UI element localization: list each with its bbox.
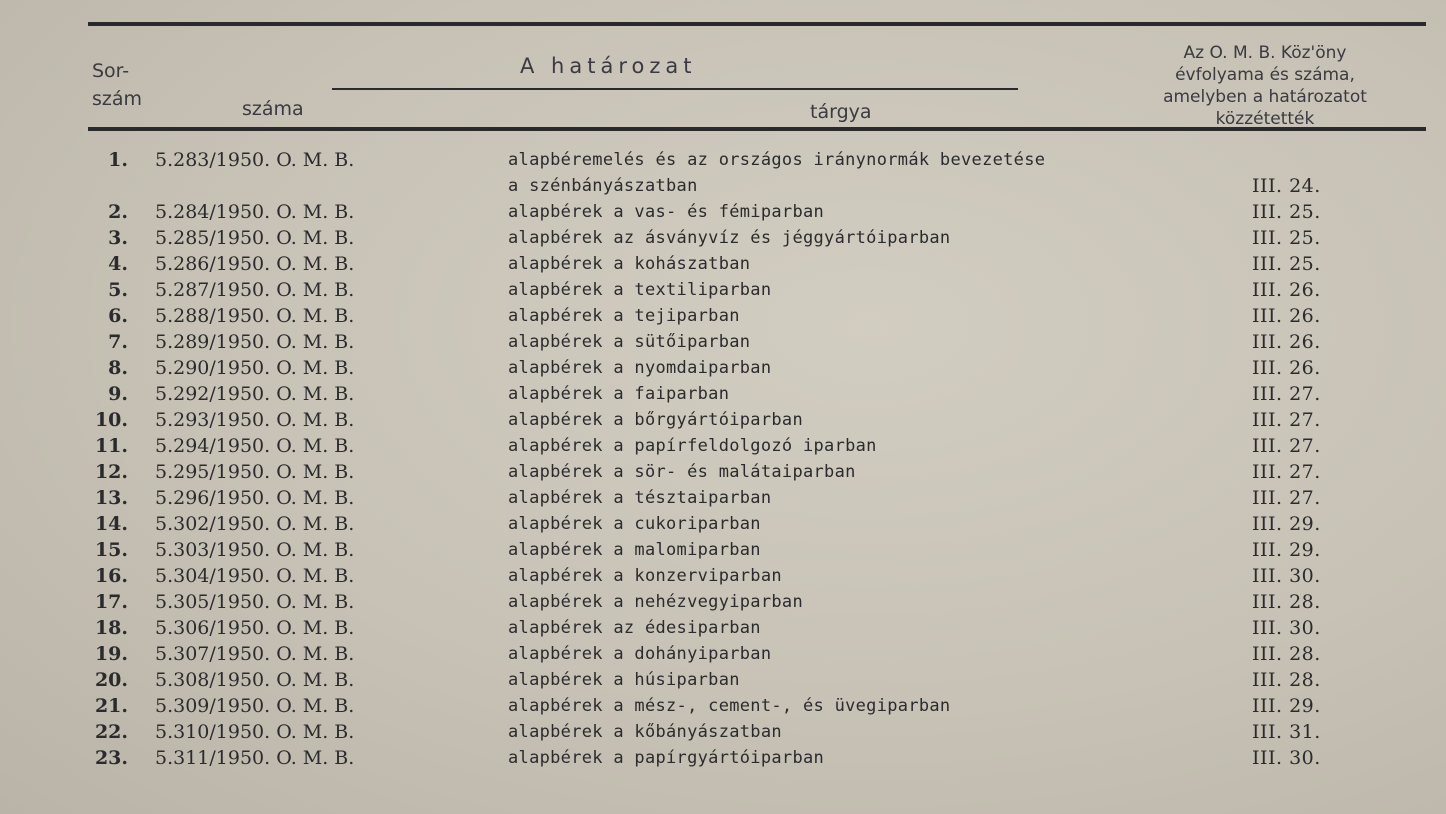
row-gazette-issue: III. 30. — [1252, 747, 1321, 769]
row-subject-text: alapbérek a kőbányászatban — [508, 722, 782, 742]
row-subject-continuation: a szénbányászatban — [508, 176, 698, 196]
header-sorszam-bottom: szám — [92, 88, 143, 110]
row-decision-number: 5.307/1950. O. M. B. — [155, 643, 355, 665]
row-decision-number: 5.294/1950. O. M. B. — [155, 435, 355, 457]
row-decision-number: 5.302/1950. O. M. B. — [155, 513, 355, 535]
row-decision-number: 5.289/1950. O. M. B. — [155, 331, 355, 353]
row-number: 21. — [94, 695, 128, 717]
table-row — [0, 615, 1446, 641]
row-number: 19. — [94, 643, 128, 665]
top-rule — [88, 22, 1426, 26]
table-row — [0, 537, 1446, 563]
row-number: 9. — [108, 383, 128, 405]
table-row — [0, 381, 1446, 407]
row-subject-text: alapbérek a nyomdaiparban — [508, 358, 772, 378]
row-number: 12. — [94, 461, 128, 483]
row-gazette-issue: III. 27. — [1252, 435, 1321, 457]
row-subject — [508, 225, 950, 251]
row-decision-number: 5.303/1950. O. M. B. — [155, 539, 355, 561]
row-decision-number: 5.293/1950. O. M. B. — [155, 409, 355, 431]
row-subject-text: alapbérek az ásványvíz és jéggyártóiparban — [508, 228, 951, 248]
row-decision-number: 5.308/1950. O. M. B. — [155, 669, 355, 691]
row-number: 2. — [108, 201, 128, 223]
row-subject — [508, 147, 1045, 199]
row-gazette-issue: III. 31. — [1252, 721, 1321, 743]
table-row — [0, 589, 1446, 615]
table-row — [0, 563, 1446, 589]
row-number: 7. — [108, 331, 128, 353]
row-subject — [508, 355, 771, 381]
row-subject — [508, 459, 856, 485]
row-subject — [508, 407, 803, 433]
table-row — [0, 277, 1446, 303]
row-decision-number: 5.295/1950. O. M. B. — [155, 461, 355, 483]
header-kozlony-line: közzétették — [1215, 109, 1315, 129]
row-number: 11. — [94, 435, 128, 457]
row-subject-text: alapbérek a nehézvegyiparban — [508, 592, 803, 612]
row-subject-text: alapbérek a faiparban — [508, 384, 730, 404]
row-subject-text: alapbérek a vas- és fémiparban — [508, 202, 825, 222]
row-decision-number: 5.288/1950. O. M. B. — [155, 305, 355, 327]
row-subject — [508, 251, 750, 277]
row-number: 17. — [94, 591, 128, 613]
header-divider — [332, 88, 1018, 90]
row-gazette-issue: III. 29. — [1252, 695, 1321, 717]
table-row — [0, 407, 1446, 433]
header-kozlony-line: évfolyama és száma, — [1175, 65, 1355, 85]
row-gazette-issue: III. 29. — [1252, 539, 1321, 561]
row-gazette-issue: III. 30. — [1252, 617, 1321, 639]
row-subject — [508, 511, 761, 537]
row-number: 10. — [94, 409, 128, 431]
row-number: 13. — [94, 487, 128, 509]
row-subject-text: alapbérek a malomiparban — [508, 540, 761, 560]
row-number: 3. — [108, 227, 128, 249]
row-gazette-issue: III. 25. — [1252, 253, 1321, 275]
row-gazette-issue: III. 28. — [1252, 669, 1321, 691]
table-row — [0, 225, 1446, 251]
row-subject — [508, 433, 877, 459]
header-sorszam-top: Sor- — [92, 60, 130, 82]
row-decision-number: 5.309/1950. O. M. B. — [155, 695, 355, 717]
row-subject — [508, 277, 771, 303]
row-subject — [508, 563, 782, 589]
row-subject-text: alapbérek a tejiparban — [508, 306, 740, 326]
table-row — [0, 459, 1446, 485]
table-row — [0, 251, 1446, 277]
row-gazette-issue: III. 28. — [1252, 591, 1321, 613]
row-subject — [508, 537, 761, 563]
table-row — [0, 147, 1446, 199]
row-gazette-issue: III. 30. — [1252, 565, 1321, 587]
row-number: 20. — [94, 669, 128, 691]
header-szama: száma — [242, 98, 304, 120]
header-kozlony-line: amelyben a határozatot — [1163, 87, 1367, 107]
row-number: 22. — [94, 721, 128, 743]
header-title: A határozat — [520, 54, 697, 78]
row-gazette-issue: III. 25. — [1252, 201, 1321, 223]
row-number: 16. — [94, 565, 128, 587]
row-gazette-issue: III. 24. — [1252, 175, 1321, 197]
header-kozlony-line: Az O. M. B. Köz'öny — [1183, 43, 1347, 63]
row-subject-text: alapbérek a sütőiparban — [508, 332, 751, 352]
row-gazette-issue: III. 27. — [1252, 461, 1321, 483]
table-body — [0, 147, 1446, 771]
row-decision-number: 5.285/1950. O. M. B. — [155, 227, 355, 249]
row-subject-text: alapbérek a sör- és malátaiparban — [508, 462, 856, 482]
row-subject — [508, 589, 803, 615]
row-subject-text: alapbérek a cukoriparban — [508, 514, 761, 534]
row-number: 8. — [108, 357, 128, 379]
row-decision-number: 5.290/1950. O. M. B. — [155, 357, 355, 379]
row-subject-text: alapbérek a kohászatban — [508, 254, 751, 274]
row-subject — [508, 693, 950, 719]
row-gazette-issue: III. 28. — [1252, 643, 1321, 665]
row-gazette-issue: III. 29. — [1252, 513, 1321, 535]
row-decision-number: 5.296/1950. O. M. B. — [155, 487, 355, 509]
row-subject-text: alapbérek a húsiparban — [508, 670, 740, 690]
row-gazette-issue: III. 27. — [1252, 487, 1321, 509]
row-number: 5. — [108, 279, 128, 301]
row-number: 23. — [94, 747, 128, 769]
row-decision-number: 5.286/1950. O. M. B. — [155, 253, 355, 275]
table-row — [0, 329, 1446, 355]
row-subject — [508, 199, 824, 225]
row-subject — [508, 303, 740, 329]
row-subject-text: alapbérek a dohányiparban — [508, 644, 772, 664]
row-subject — [508, 641, 771, 667]
row-gazette-issue: III. 26. — [1252, 305, 1321, 327]
table-row — [0, 693, 1446, 719]
row-gazette-issue: III. 26. — [1252, 279, 1321, 301]
table-row — [0, 199, 1446, 225]
row-subject — [508, 667, 740, 693]
row-subject — [508, 381, 729, 407]
table-row — [0, 719, 1446, 745]
row-number: 1. — [108, 149, 128, 171]
row-gazette-issue: III. 26. — [1252, 331, 1321, 353]
table-row — [0, 667, 1446, 693]
row-subject — [508, 485, 771, 511]
row-subject-text: alapbérek a mész-, cement-, és üvegiparban — [508, 696, 951, 716]
row-decision-number: 5.283/1950. O. M. B. — [155, 149, 355, 171]
row-subject-text: alapbérek a bőrgyártóiparban — [508, 410, 803, 430]
table-row — [0, 355, 1446, 381]
row-subject-text: alapbérek a papírgyártóiparban — [508, 748, 825, 768]
row-subject-text: alapbérek a konzerviparban — [508, 566, 782, 586]
table-row — [0, 485, 1446, 511]
header-targya: tárgya — [810, 101, 872, 123]
row-subject-text: alapbérek a papírfeldolgozó iparban — [508, 436, 877, 456]
row-decision-number: 5.305/1950. O. M. B. — [155, 591, 355, 613]
row-decision-number: 5.306/1950. O. M. B. — [155, 617, 355, 639]
row-subject-text: alapbérek a textiliparban — [508, 280, 772, 300]
table-row — [0, 433, 1446, 459]
table-row — [0, 303, 1446, 329]
row-subject-text: alapbérek a tésztaiparban — [508, 488, 772, 508]
row-decision-number: 5.310/1950. O. M. B. — [155, 721, 355, 743]
row-number: 18. — [94, 617, 128, 639]
row-subject-text: alapbérek az édesiparban — [508, 618, 761, 638]
row-subject — [508, 329, 750, 355]
header-kozlony — [1150, 42, 1380, 130]
row-gazette-issue: III. 26. — [1252, 357, 1321, 379]
row-number: 6. — [108, 305, 128, 327]
row-number: 14. — [94, 513, 128, 535]
row-subject — [508, 719, 782, 745]
row-subject-text: alapbéremelés és az országos iránynormák bevezetése — [508, 150, 1046, 170]
row-gazette-issue: III. 27. — [1252, 383, 1321, 405]
row-gazette-issue: III. 25. — [1252, 227, 1321, 249]
row-number: 15. — [94, 539, 128, 561]
row-decision-number: 5.311/1950. O. M. B. — [155, 747, 355, 769]
row-gazette-issue: III. 27. — [1252, 409, 1321, 431]
row-subject — [508, 745, 824, 771]
row-subject — [508, 615, 761, 641]
row-decision-number: 5.287/1950. O. M. B. — [155, 279, 355, 301]
row-decision-number: 5.284/1950. O. M. B. — [155, 201, 355, 223]
table-row — [0, 745, 1446, 771]
table-row — [0, 641, 1446, 667]
row-decision-number: 5.292/1950. O. M. B. — [155, 383, 355, 405]
row-number: 4. — [108, 253, 128, 275]
row-decision-number: 5.304/1950. O. M. B. — [155, 565, 355, 587]
table-row — [0, 511, 1446, 537]
